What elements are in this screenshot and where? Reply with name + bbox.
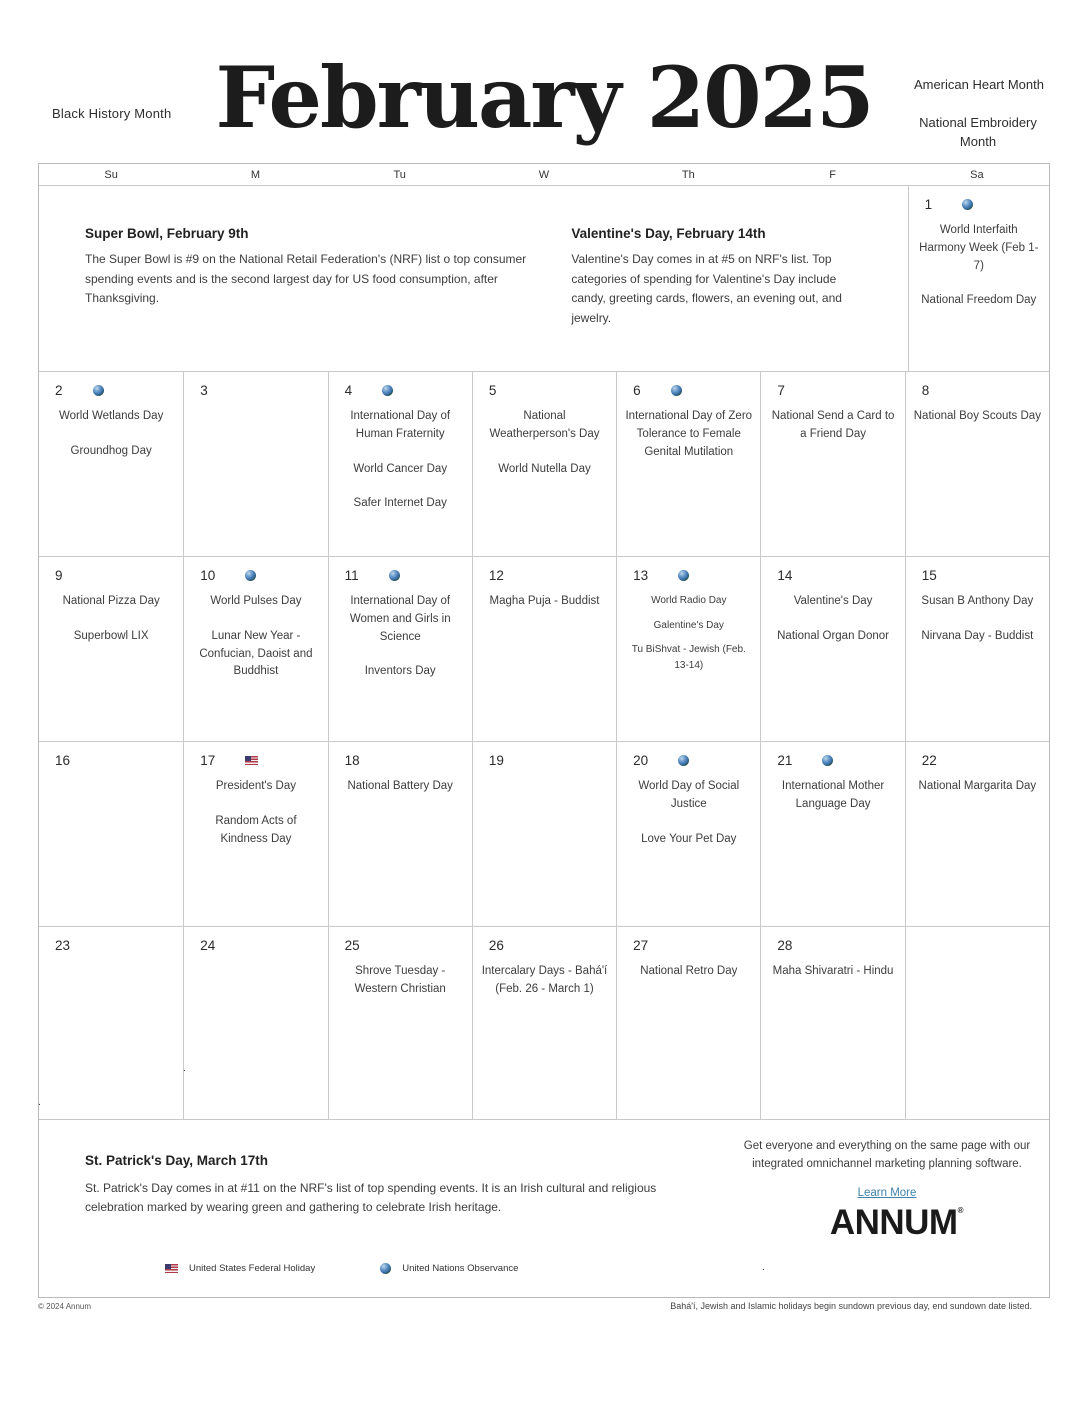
holiday-label: Inventors Day <box>364 665 436 678</box>
calendar-grid <box>38 163 1050 1298</box>
stray-dot: . <box>38 1097 41 1108</box>
day-number: 26 <box>488 937 504 953</box>
day-number: 21 <box>777 752 793 768</box>
stray-dot: . <box>183 1063 186 1074</box>
sundown-disclaimer: Bahá'í, Jewish and Islamic holidays begin sundown previous day, end sundown date listed. <box>670 1301 1032 1311</box>
day-cell <box>39 372 183 556</box>
un-observance-globe-icon <box>380 1263 391 1274</box>
day-number: 6 <box>633 382 641 398</box>
holiday-label: Lunar New Year - Confucian, Daoist and Buddhist <box>199 629 313 678</box>
un-observance-globe-icon <box>678 755 689 766</box>
day-number: 18 <box>344 752 360 768</box>
day-number: 17 <box>200 752 216 768</box>
day-number: 16 <box>55 752 71 768</box>
holiday-label: Superbowl LIX <box>73 629 149 642</box>
weekday-label-su: Su <box>104 168 118 181</box>
holiday-label: World Day of Social Justice <box>638 780 740 810</box>
holiday-label: Intercalary Days - Bahá'í (Feb. 26 - March 1) <box>481 965 608 995</box>
holiday-label: National Pizza Day <box>62 595 160 607</box>
day-cell <box>616 557 760 741</box>
holiday-label: National Freedom Day <box>921 294 1037 307</box>
st-patricks-note-title: St. Patrick's Day, March 17th <box>85 1153 269 1168</box>
day-cell <box>328 742 472 926</box>
super-bowl-note <box>85 226 531 371</box>
holiday-label: Tu BiShvat - Jewish (Feb. 13-14) <box>631 644 746 671</box>
day-cell <box>183 557 327 741</box>
weekday-label-sa: Sa <box>970 168 984 181</box>
holiday-label: National Battery Day <box>347 780 453 792</box>
day-number: 3 <box>200 382 208 398</box>
day-cell <box>39 927 183 1119</box>
day-number: 2 <box>55 382 63 398</box>
notes-area <box>39 186 908 371</box>
day-number: 9 <box>55 567 63 583</box>
promo-block <box>739 1137 1035 1201</box>
day-cell <box>183 372 327 556</box>
day-cell <box>760 742 904 926</box>
day-cell <box>472 557 616 741</box>
day-cell-feb-1 <box>908 186 1049 371</box>
holiday-label: World Pulses Day <box>210 595 302 607</box>
holiday-label: National Margarita Day <box>918 780 1037 792</box>
day-cell <box>472 372 616 556</box>
day-number: 28 <box>777 937 793 953</box>
copyright-text: © 2024 Annum <box>38 1302 92 1311</box>
un-observance-globe-icon <box>822 755 833 766</box>
day-cell <box>39 557 183 741</box>
day-cell <box>39 742 183 926</box>
week-row <box>39 556 1049 741</box>
day-cell <box>472 742 616 926</box>
legend-globe-label: United Nations Observance <box>402 1263 519 1274</box>
weekday-label-f: F <box>829 168 836 181</box>
day-number: 8 <box>921 382 930 398</box>
holiday-label: National Weatherperson's Day <box>489 410 600 440</box>
day-cell <box>472 927 616 1119</box>
left-month-observance: Black History Month <box>52 106 172 121</box>
holiday-label: Love Your Pet Day <box>641 832 737 845</box>
weekday-label-tu: Tu <box>393 168 406 181</box>
holiday-label: World Nutella Day <box>498 462 591 475</box>
day-cell <box>905 742 1049 926</box>
st-patricks-note-body: St. Patrick's Day comes in at #11 on the NRF's list of top spending events. It is an Irish cultural and religious celebration marked by wearing green and gathering to celebrate Irish heritage. <box>85 1181 657 1215</box>
super-bowl-note-body: The Super Bowl is #9 on the National Retail Federation's (NRF) list o top consumer spending events and is the second largest day for US food consumption, after Thanksgiving. <box>85 252 527 306</box>
weekday-header-row <box>39 164 1049 186</box>
day-number: 7 <box>777 382 785 398</box>
un-observance-globe-icon <box>671 385 682 396</box>
holiday-label: Groundhog Day <box>70 444 152 457</box>
un-observance-globe-icon <box>389 570 400 581</box>
st-patricks-note <box>85 1153 665 1217</box>
day-number: 12 <box>488 567 504 583</box>
bottom-panel <box>39 1119 1049 1298</box>
day-cell <box>760 557 904 741</box>
day-cell <box>760 927 904 1119</box>
day-cell <box>183 927 327 1119</box>
holiday-label: President's Day <box>215 780 297 792</box>
day-number: 15 <box>921 567 937 583</box>
holiday-label: National Send a Card to a Friend Day <box>771 410 895 440</box>
weekday-label-th: Th <box>681 168 695 181</box>
un-observance-globe-icon <box>678 570 689 581</box>
day-number: 14 <box>777 567 793 583</box>
day-number: 11 <box>344 567 359 583</box>
us-federal-flag-icon <box>165 1264 178 1273</box>
holiday-label: World Interfaith Harmony Week (Feb 1-7) <box>919 224 1039 272</box>
registered-mark: ® <box>957 1206 963 1215</box>
legend-flag-label: United States Federal Holiday <box>189 1263 316 1274</box>
annum-logo: ANNUM® <box>829 1203 963 1242</box>
legend <box>165 1263 518 1274</box>
un-observance-globe-icon <box>245 570 256 581</box>
holiday-label: Magha Puja - Buddist <box>489 595 600 607</box>
holiday-label: World Radio Day <box>651 595 727 606</box>
day-number: 5 <box>488 382 497 398</box>
week-rows <box>39 371 1049 1119</box>
holiday-label: National Retro Day <box>640 965 738 977</box>
day-number: 10 <box>200 567 216 583</box>
day-cell <box>328 557 472 741</box>
day-cell <box>905 557 1049 741</box>
valentines-note-title: Valentine's Day, February 14th <box>571 226 766 241</box>
week-row <box>39 741 1049 926</box>
weekday-label-m: M <box>250 168 260 181</box>
day-number: 24 <box>200 937 216 953</box>
holiday-label: National Organ Donor <box>777 629 889 642</box>
day-number: 13 <box>633 567 649 583</box>
day-cell <box>905 372 1049 556</box>
holiday-label: World Cancer Day <box>353 462 448 475</box>
holiday-label: International Day of Zero Tolerance to Female Genital Mutilation <box>625 410 753 458</box>
day-cell <box>328 372 472 556</box>
learn-more-link[interactable]: Learn More <box>857 1186 917 1199</box>
holiday-label: International Mother Language Day <box>781 780 885 810</box>
holiday-label: International Day of Human Fraternity <box>350 410 451 440</box>
day-cell <box>905 927 1049 1119</box>
day-number: 19 <box>488 752 504 768</box>
day-cell <box>616 927 760 1119</box>
holiday-label: Shrove Tuesday - Western Christian <box>354 965 446 995</box>
day-cell <box>183 742 327 926</box>
day-number: 1 <box>924 196 933 212</box>
holiday-label: Safer Internet Day <box>353 497 447 510</box>
holiday-label: Susan B Anthony Day <box>921 595 1034 607</box>
holiday-label: Valentine's Day <box>793 595 873 607</box>
day-cell <box>760 372 904 556</box>
right-month-observance-1: American Heart Month <box>913 77 1044 92</box>
stray-dot: . <box>762 1262 765 1273</box>
holiday-label: Random Acts of Kindness Day <box>215 814 297 845</box>
holiday-label: International Day of Women and Girls in Science <box>349 595 451 643</box>
day-cell <box>616 742 760 926</box>
day-number: 22 <box>921 752 937 768</box>
holiday-label: Galentine's Day <box>653 619 724 631</box>
day-cell <box>328 927 472 1119</box>
notes-row <box>39 186 1049 371</box>
weekday-label-w: W <box>538 168 550 181</box>
super-bowl-note-title: Super Bowl, February 9th <box>85 226 249 241</box>
valentines-note-body: Valentine's Day comes in at #5 on NRF's list. Top categories of spending for Valentine's Day include candy, greeting cards, flowers, an evening out, and jewelry. <box>571 252 842 325</box>
un-observance-globe-icon <box>93 385 104 396</box>
day-number: 20 <box>633 752 649 768</box>
page-title: February 2025 <box>215 48 873 147</box>
week-row <box>39 926 1049 1119</box>
day-number: 23 <box>55 937 71 953</box>
day-cell <box>909 186 1049 327</box>
week-row <box>39 371 1049 556</box>
day-number: 4 <box>344 382 353 398</box>
us-federal-flag-icon <box>245 756 258 765</box>
holiday-label: World Wetlands Day <box>58 410 164 422</box>
right-month-observance-2: National Embroidery Month <box>919 115 1037 149</box>
holiday-label: National Boy Scouts Day <box>913 410 1041 422</box>
holiday-label: Maha Shivaratri - Hindu <box>772 965 894 977</box>
day-cell <box>616 372 760 556</box>
un-observance-globe-icon <box>382 385 393 396</box>
day-number: 25 <box>344 937 360 953</box>
promo-text: Get everyone and everything on the same page with our integrated omnichannel marketing planning software. <box>743 1140 1031 1171</box>
holiday-label: Nirvana Day - Buddist <box>921 629 1034 642</box>
un-observance-globe-icon <box>962 199 973 210</box>
valentines-note <box>571 226 867 371</box>
day-number: 27 <box>633 937 649 953</box>
